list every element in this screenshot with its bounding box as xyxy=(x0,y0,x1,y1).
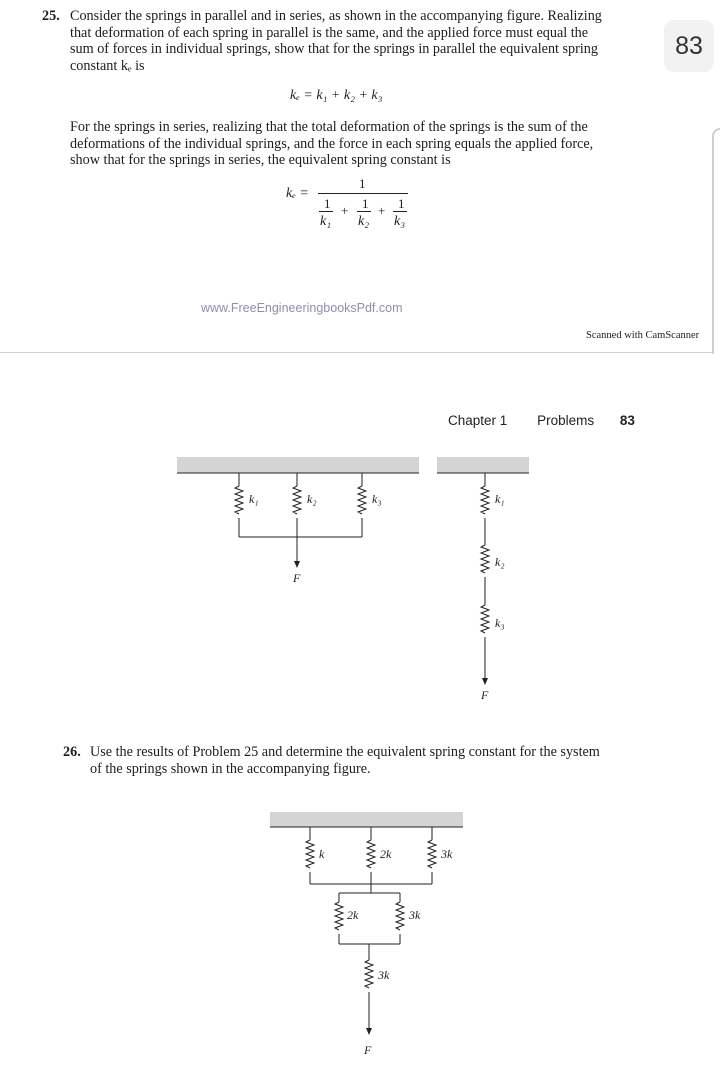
equation-series-lhs: kₑ = xyxy=(286,186,309,201)
label-force: F xyxy=(364,1043,372,1057)
spring-3k xyxy=(428,840,436,868)
problem-25-line: show that for the springs in series, the equivalent spring constant is xyxy=(70,152,451,168)
header-section: Problems xyxy=(537,413,595,428)
label-k3: k₃ xyxy=(495,616,505,630)
problem-26-line: of the springs shown in the accompanying figure. xyxy=(90,760,371,777)
spring-3k-middle xyxy=(396,902,404,930)
label-3k: 3k xyxy=(441,847,453,861)
spring-k3 xyxy=(481,605,489,633)
problem-25-line: constant kₑ is xyxy=(70,57,145,74)
header-chapter: Chapter 1 xyxy=(448,413,508,428)
label-k1: k₁ xyxy=(249,492,259,506)
problem-25-line: sum of forces in individual springs, show that for the springs in parallel the equivalent spring xyxy=(70,41,598,57)
equation-parallel: kₑ = k₁ + k₂ + k₃ xyxy=(290,88,383,103)
denom-3: k₃ xyxy=(394,214,406,229)
ceiling-support xyxy=(437,457,529,473)
label-force: F xyxy=(481,688,489,702)
force-arrow xyxy=(366,1028,372,1035)
term-3: 1 xyxy=(398,196,405,211)
spring-k1 xyxy=(481,486,489,514)
term-1: 1 xyxy=(324,196,331,211)
problem-25-line: that deformation of each spring in parallel is the same, and the applied force must equal the xyxy=(70,24,589,41)
plus-1: + xyxy=(341,203,349,218)
spring-k2 xyxy=(481,545,489,573)
term-2: 1 xyxy=(362,196,369,211)
force-arrow xyxy=(482,678,488,685)
header-page: 83 xyxy=(619,413,635,428)
spring-3k-bottom xyxy=(365,960,373,988)
series-springs-figure xyxy=(437,457,529,702)
equation-series-numerator: 1 xyxy=(359,176,366,191)
spring-k xyxy=(306,840,314,868)
label-k2: k₂ xyxy=(495,555,505,569)
page-number-badge: 83 xyxy=(664,20,714,72)
denom-1: k₁ xyxy=(320,214,332,229)
label-k2: k₂ xyxy=(307,492,317,506)
label-k: k xyxy=(319,847,325,861)
label-force: F xyxy=(293,571,301,585)
label-k3: k₃ xyxy=(372,492,382,506)
watermark-text: www.FreeEngineeringbooksPdf.com xyxy=(201,301,403,315)
problem-25-line: For the springs in series, realizing that the total deformation of the springs is the sum of the xyxy=(70,119,588,135)
label-2k-middle: 2k xyxy=(347,908,359,922)
camscanner-label: Scanned with CamScanner xyxy=(586,330,700,341)
plus-2: + xyxy=(378,203,386,218)
label-3k-bottom: 3k xyxy=(378,968,390,982)
force-arrow xyxy=(294,561,300,568)
ceiling-support xyxy=(177,457,419,473)
problem-25-number: 25. xyxy=(42,8,60,24)
spring-k2 xyxy=(293,486,301,514)
label-3k-middle: 3k xyxy=(409,908,421,922)
problem-25-line: Consider the springs in parallel and in series, as shown in the accompanying figure. Realizing xyxy=(70,8,602,24)
problem-25-line: deformations of the individual springs, and the force in each spring equals the applied force, xyxy=(70,135,594,152)
problem-26-figure xyxy=(270,812,463,1057)
label-k1: k₁ xyxy=(495,492,505,506)
problem-26-number: 26. xyxy=(63,744,81,760)
spring-2k-middle xyxy=(335,902,343,930)
spring-k1 xyxy=(235,486,243,514)
problem-26-paragraph xyxy=(63,744,663,777)
ceiling-support xyxy=(270,812,463,827)
label-2k: 2k xyxy=(380,847,392,861)
denom-2: k₂ xyxy=(358,214,370,229)
spring-k3 xyxy=(358,486,366,514)
spring-2k xyxy=(367,840,375,868)
parallel-springs-figure xyxy=(177,457,419,585)
problem-26-line: Use the results of Problem 25 and determine the equivalent spring constant for the system xyxy=(90,744,600,760)
